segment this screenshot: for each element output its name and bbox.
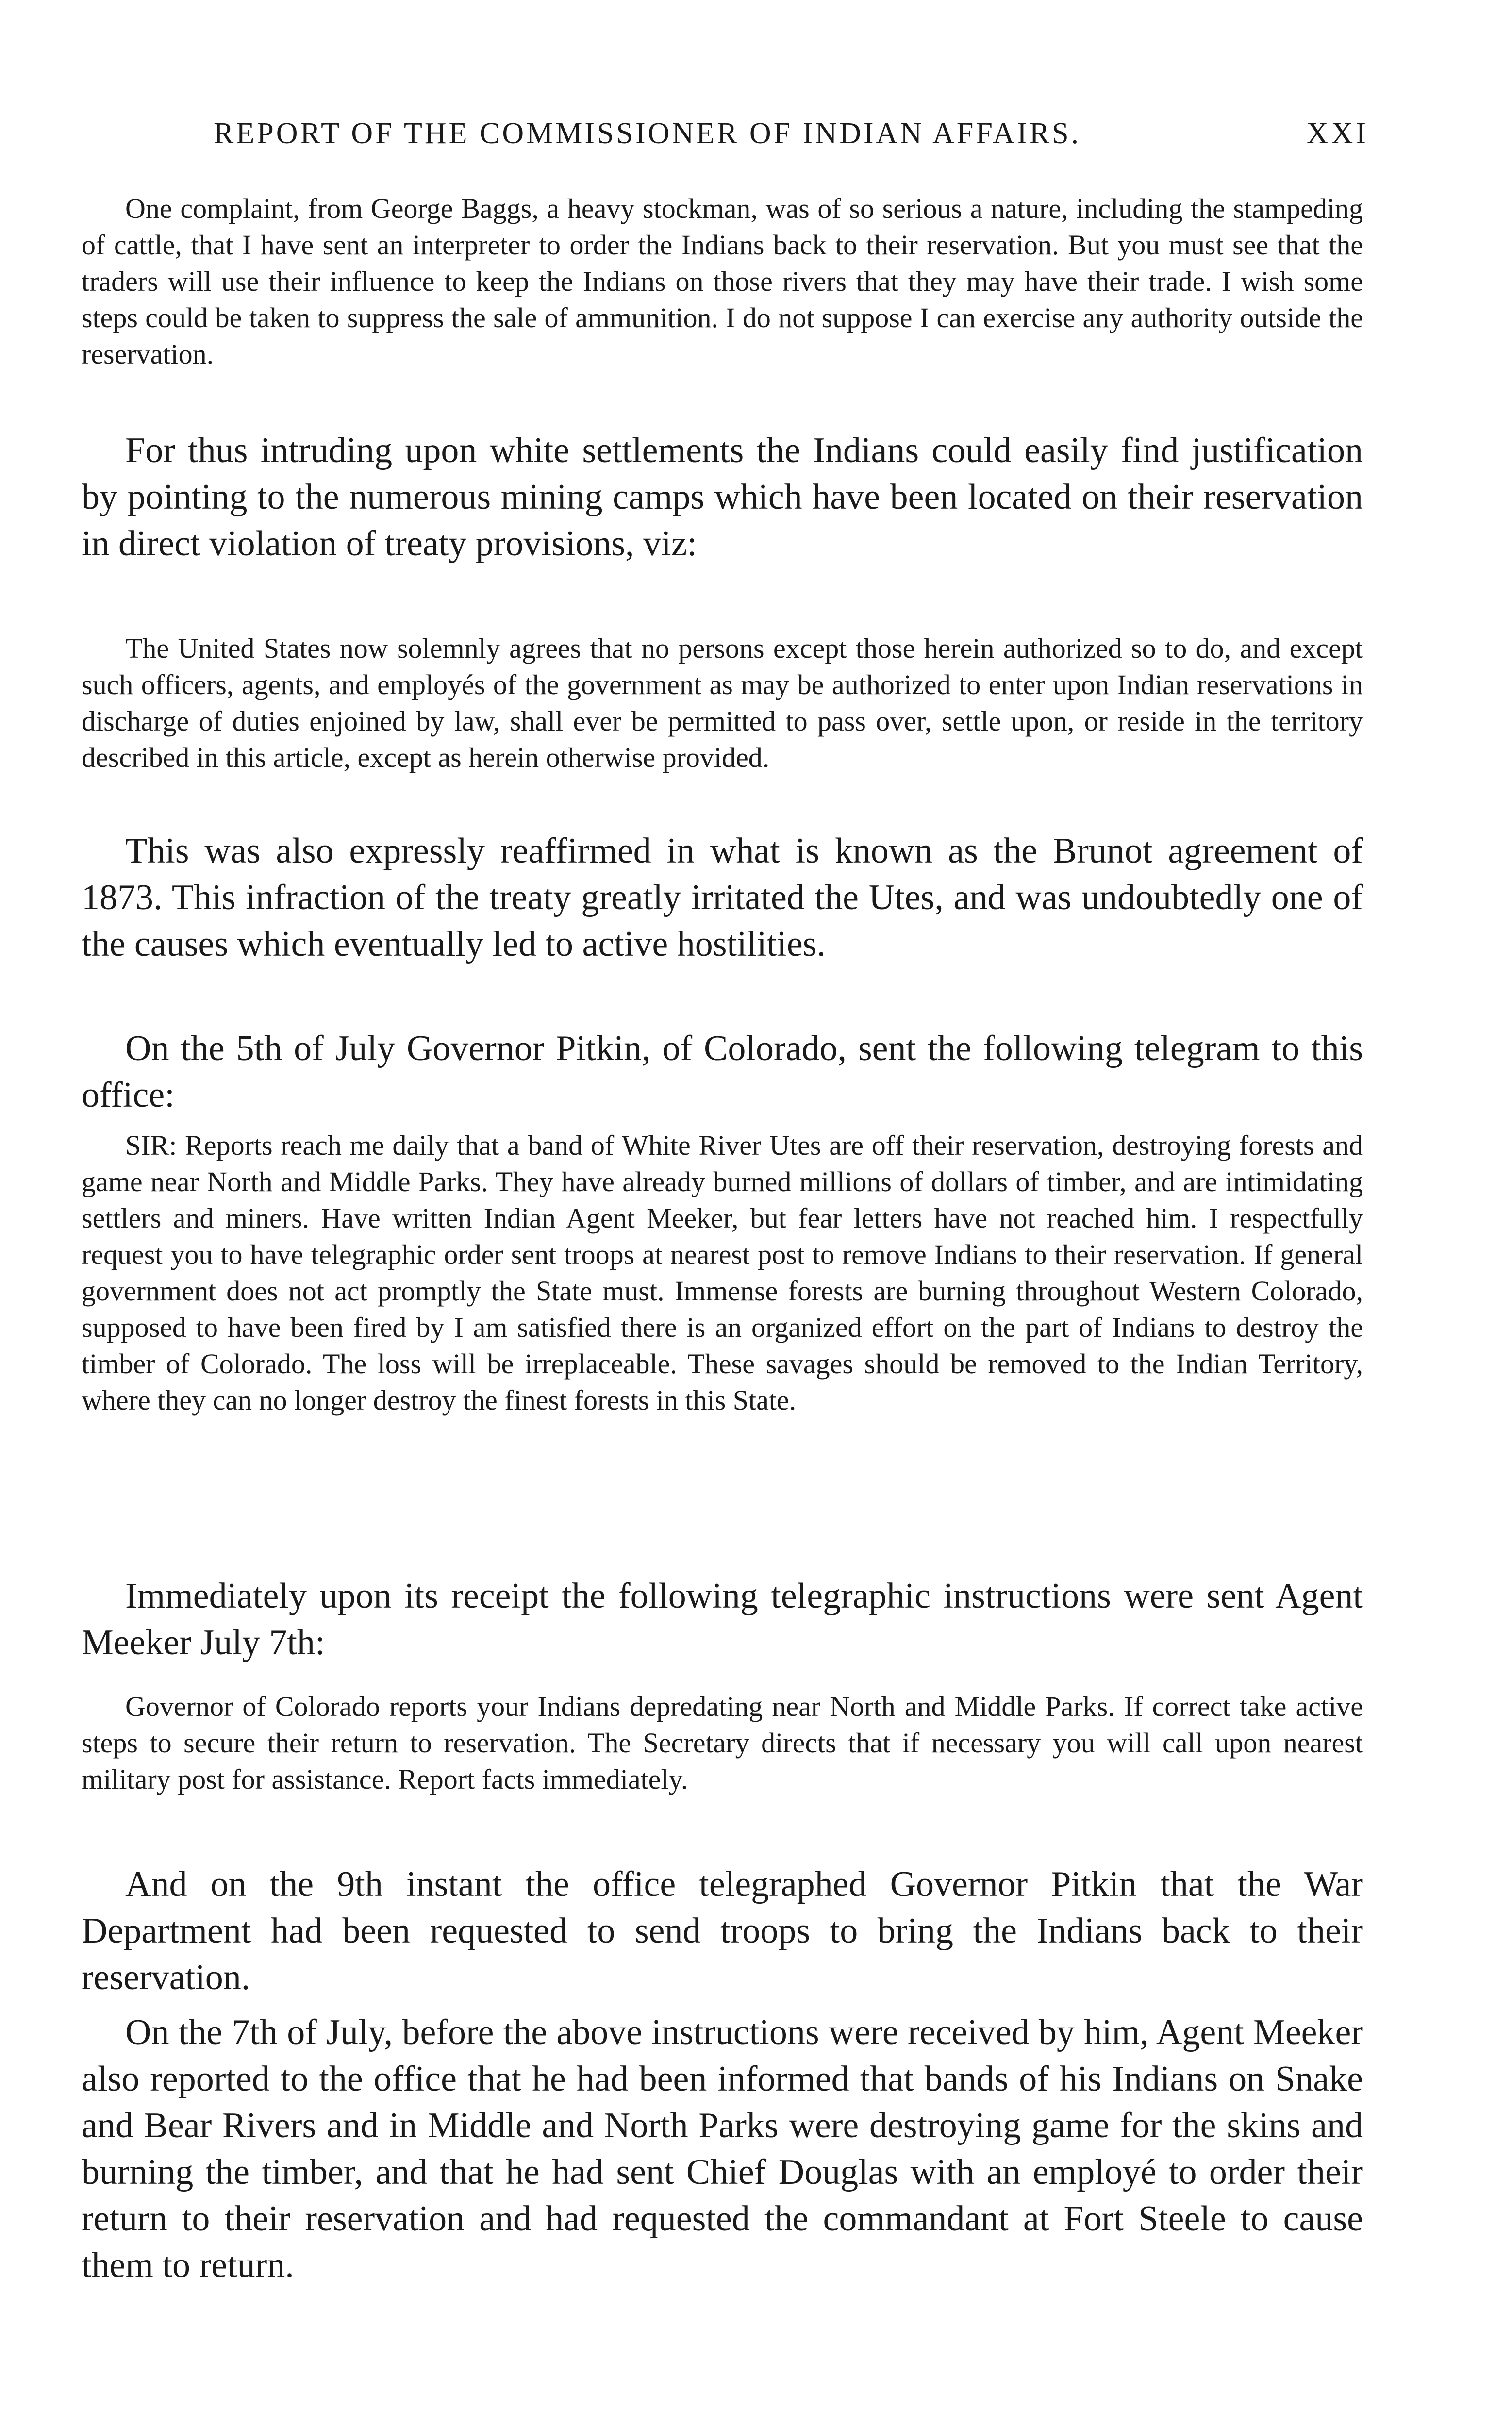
body-paragraph-war-department	[82, 1861, 1363, 2001]
quote-paragraph: SIR: Reports reach me daily that a band of White River Utes are off their reservation, destroying forests and game near North and Middle Parks. They have already burned millions of dollars of timber, and are intimidating settlers and miners. Have written Indian Agent Meeker, but fear letters have not reached him. I respectfully request you to have telegraphic order sent troops at nearest post to remove Indians to their reservation. If general government does not act promptly the State must. Immense forests are burning throughout Western Colorado, supposed to have been fired by I am satisfied there is an organized effort on the part of Indians to destroy the timber of Colorado. The loss will be irreplaceable. These savages should be removed to the Indian Territory, where they can no longer destroy the finest forests in this State.	[82, 1130, 1363, 1416]
quote-paragraph: One complaint, from George Baggs, a heavy stockman, was of so serious a nature, including the stampeding of cattle, that I have sent an interpreter to order the Indians back to their reservation. But you must see that the traders will use their influence to keep the Indians on those rivers that they may have their trade. I wish some steps could be taken to suppress the sale of ammunition. I do not suppose I can exercise any authority outside the reservation.	[82, 193, 1363, 370]
body-paragraph-mining-camps	[82, 427, 1363, 567]
page-number: XXI	[1306, 117, 1369, 150]
running-head	[214, 116, 1369, 151]
body-paragraph-meeker-report	[82, 2009, 1363, 2289]
body-paragraph: This was also expressly reaffirmed in what is known as the Brunot agreement of 1873. This infraction of the treaty greatly irritated the Utes, and was undoubtedly one of the causes which eventually led to active hostilities.	[82, 831, 1363, 964]
quoted-treaty-article	[82, 630, 1363, 776]
quoted-letter-baggs	[82, 190, 1363, 372]
quote-paragraph: Governor of Colorado reports your Indians depredating near North and Middle Parks. If correct take active steps to secure their return to reservation. The Secretary directs that if necessary you will call upon nearest military post for assistance. Report facts immediately.	[82, 1691, 1363, 1795]
quote-paragraph: The United States now solemnly agrees that no persons except those herein authorized so to do, and except such officers, agents, and employés of the government as may be authorized to enter upon Indian reservations in discharge of duties enjoined by law, shall ever be permitted to pass over, settle upon, or reside in the territory described in this article, except as herein otherwise provided.	[82, 632, 1363, 773]
body-paragraph: On the 5th of July Governor Pitkin, of Colorado, sent the following telegram to this office:	[82, 1029, 1363, 1115]
body-paragraph: For thus intruding upon white settlements the Indians could easily find justification by pointing to the numerous mining camps which have been located on their reservation in direct violation of treaty provisions, viz:	[82, 431, 1363, 564]
body-paragraph: Immediately upon its receipt the following telegraphic instructions were sent Agent Meeker July 7th:	[82, 1576, 1363, 1662]
body-paragraph-pitkin-telegram-intro	[82, 1025, 1363, 1118]
body-paragraph: On the 7th of July, before the above instructions were received by him, Agent Meeker also reported to the office that he had been informed that bands of his Indians on Snake and Bear Rivers and in Middle and North Parks were destroying game for the skins and burning the timber, and that he had sent Chief Douglas with an employé to order their return to their reservation and had requested the commandant at Fort Steele to cause them to return.	[82, 2012, 1363, 2285]
body-paragraph-brunot-agreement	[82, 828, 1363, 967]
body-paragraph: And on the 9th instant the office telegraphed Governor Pitkin that the War Department had been requested to send troops to bring the Indians back to their reservation.	[82, 1864, 1363, 1997]
running-title: REPORT OF THE COMMISSIONER OF INDIAN AFFAIRS.	[214, 117, 1081, 150]
quoted-meeker-instructions	[82, 1688, 1363, 1797]
body-paragraph-instructions-intro	[82, 1573, 1363, 1666]
quoted-pitkin-telegram	[82, 1127, 1363, 1418]
